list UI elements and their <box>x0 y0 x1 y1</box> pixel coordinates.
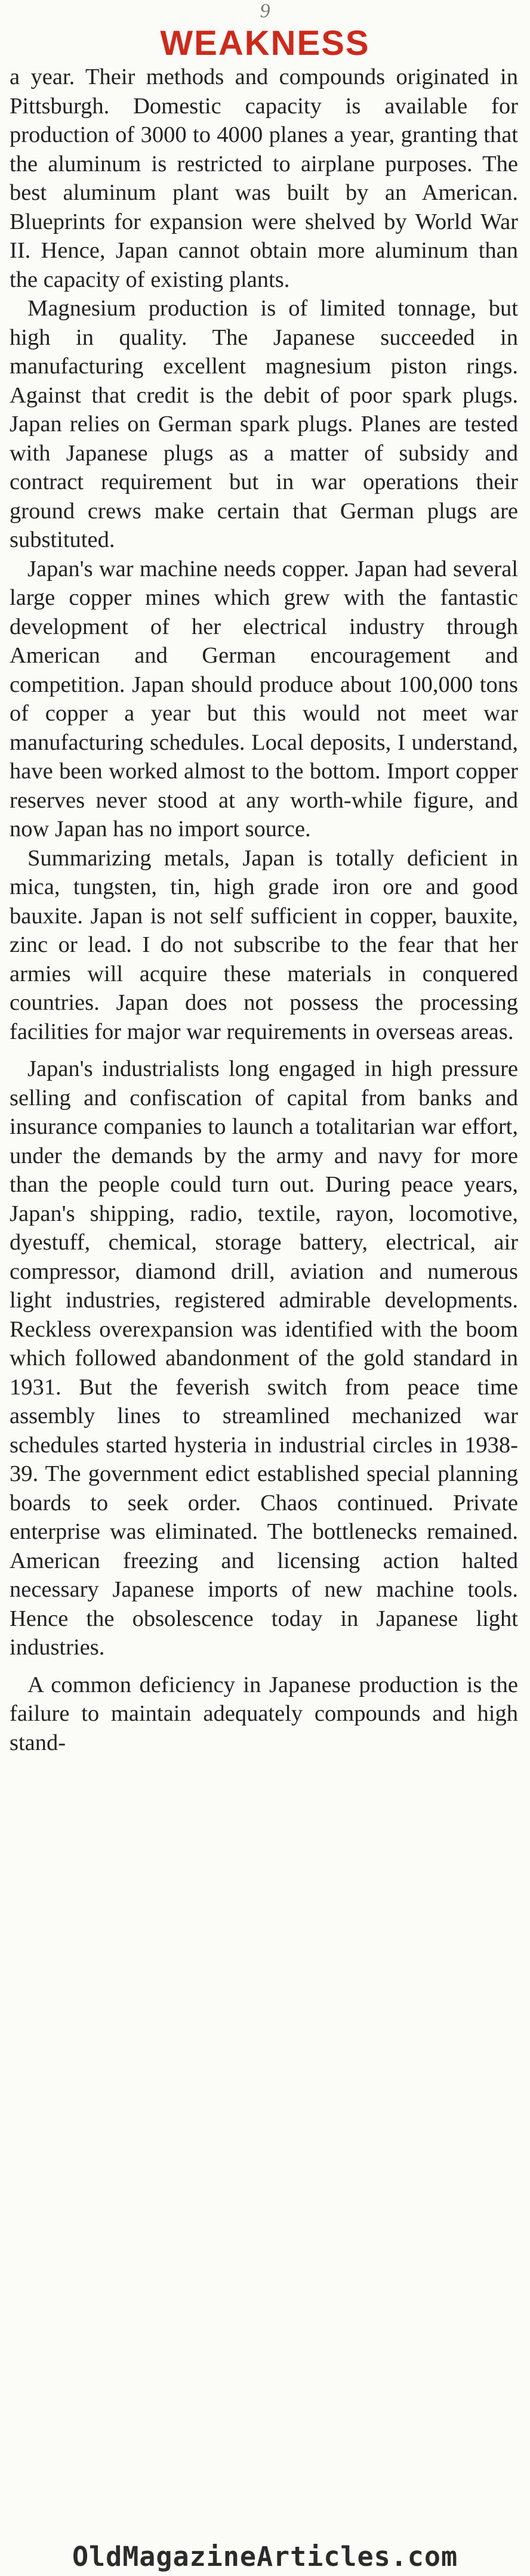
paragraph-copper: Japan's war machine needs copper. Japan had several large copper mines which grew with the fantastic development of her electrical industry through American and German encouragement and competition. Japan should produce about 100,000 tons of copper a year but this would not meet war manufacturing schedules. Local deposits, I understand, have been worked almost to the bottom. Import copper reserves never stood at any worth-while figure, and now Japan has no import source. <box>10 556 518 842</box>
paragraph-aluminum: a year. Their methods and compounds originated in Pittsburgh. Domestic capacity is available for production of 3000 to 4000 planes a year, granting that the aluminum is restricted to airplane purposes. The best aluminum plant was built by an American. Blueprints for expansion were shelved by World War II. Hence, Japan cannot obtain more aluminum than the capacity of existing plants. <box>10 64 518 292</box>
site-watermark: OldMagazineArticles.com <box>72 2541 458 2572</box>
paragraph-industrialists: Japan's industrialists long engaged in high pressure selling and confiscation of capital from banks and insurance companies to launch a totalitarian war effort, under the demands by the army and navy for more than the people could turn out. During peace years, Japan's shipping, radio, textile, rayon, locomotive, dyestuff, chemical, storage battery, electrical, air compressor, diamond drill, aviation and numerous light industries, registered admirable developments. Reckless overexpansion was identified with the boom which followed abandonment of the gold standard in 1931. But the feverish switch from peace time assembly lines to streamlined mechanized war schedules started hysteria in industrial circles in 1938-39. The government edict established special planning boards to seek order. Chaos continued. Private enterprise was eliminated. The bottlenecks remained. American freezing and licensing action halted necessary Japanese imports of new machine tools. Hence the obsolescence today in Japanese light industries. <box>10 1056 518 1660</box>
article-body <box>10 63 518 1757</box>
page-number: 9 <box>260 0 270 22</box>
paragraph-production-deficiency: A common deficiency in Japanese production is the failure to maintain adequately compounds and high stand- <box>10 1672 518 1755</box>
paragraph-magnesium: Magnesium production is of limited tonnage, but high in quality. The Japanese succeeded in manufacturing excellent magnesium piston rings. Against that credit is the debit of poor spark plugs. Japan relies on German spark plugs. Planes are tested with Japanese plugs as a matter of subsidy and contract requirement but in war operations their ground crews make certain that German plugs are substituted. <box>10 296 518 552</box>
paragraph-metals-summary: Summarizing metals, Japan is totally deficient in mica, tungsten, tin, high grade iron ore and good bauxite. Japan is not self sufficient in copper, bauxite, zinc or lead. I do not subscribe to the fear that her armies will acquire these materials in conquered countries. Japan does not possess the processing facilities for major war requirements in overseas areas. <box>10 845 518 1044</box>
article-headline: WEAKNESS <box>160 24 370 63</box>
